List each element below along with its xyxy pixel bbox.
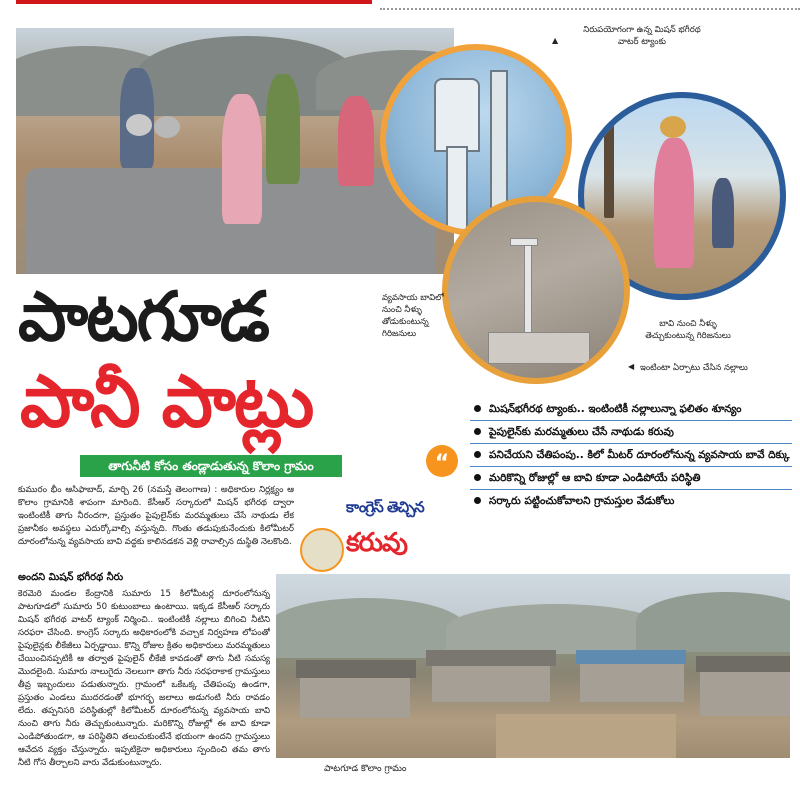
headline-line2: పానీ పాట్లు [20, 359, 313, 443]
list-item: మరికొన్ని రోజుల్లో ఆ బావి కూడా ఎండిపోయే పరిస్థితి [470, 467, 792, 490]
tree-trunk [604, 98, 614, 218]
bullet-icon [474, 451, 481, 458]
list-item: మిషన్‌భగీరథ ట్యాంకు.. ఇంటింటికీ నల్లాలున్నా ఫలితం శూన్యం [470, 398, 792, 421]
pot-shape [126, 114, 152, 136]
body-subheading: అందని మిషన్ భగీరథ నీరు [18, 572, 124, 583]
tank-caption: నిరుపయోగంగా ఉన్న మిషన్ భగీరథ వాటర్ ట్యాంకు [583, 25, 701, 47]
person-figure [654, 138, 694, 268]
bullet-icon [474, 428, 481, 435]
body-paragraph-2: కెరమెరి మండల కేంద్రానికి సుమారు 15 కిలోమీటర్ల దూరంలోనున్న పాటగూడలో సుమారు 50 కుటుంబాలు ఉంటాయి. ఇక్కడ కేసీఆర్ సర్కారు మిషన్ భగీరథ వాటర్ ట్యాంక్ నిర్మించి.. ఇంటింటికీ నల్లాలు బిగించి నీటిని సరఫరా చేసింది. కాంగ్రెస్ సర్కారు అధికారంలోకి వచ్చాక నిర్వహణ లోపంతో పైపులైన్లకు లీకేజీలు ఏర్పడ్డాయి. కొన్ని రోజుల క్రితం అధికారులు మరమ్మతులు చేయించినప్పటికీ ఆ తర్వాత పైపులైన్ లీకేజీ కావడంతో తాగు నీటి సమస్య మొదలైంది. సుమారు నాలుగైదు నెలలుగా తాగు నీరు సరఫరాకాక గ్రామస్తులు తీవ్ర ఇబ్బందులు పడుతున్నారు. గ్రామంలో ఒకేఒక్క చేతిపంపు ఉండగా, ప్రస్తుతం ఎండలు ముదరడంతో భూగర్భ జలాలు అడుగంటి నీరు రావడం లేదు. తప్పనిసరి పరిస్థితుల్లో కిలోమీటర్ దూరంలోనున్న వ్యవసాయ బావి నుంచి తాగు నీరు తెచ్చుకుంటున్నారు. మరికొన్ని రోజుల్లో ఈ బావి కూడా ఎండిపోతుండగా, ఆ పరిస్థితిని తలుచుకుంటేనే భయంగా ఉందని గ్రామస్తులు ఆవేదన వ్యక్తం చేస్తున్నారు. ఇప్పటికైనా అధికారులు స్పందించి తమ తాగు నీటి గోస తీర్చాలని వారు వేడుకుంటున్నారు. [18, 589, 270, 768]
tap-photo-circle [442, 196, 630, 384]
hill-shape [636, 592, 790, 652]
person-figure [712, 178, 734, 248]
leader-portrait-icon [300, 528, 344, 572]
tank-column [446, 146, 468, 236]
logo-line1: కాంగ్రెస్ తెచ్చిన [346, 498, 424, 516]
list-item: పనిచేయని చేతిపంపు.. కిలో మీటర్ దూరంలోనున్న వ్యవసాయ బావే దిక్కు [470, 444, 792, 467]
person-figure [222, 94, 262, 224]
congress-drought-logo [296, 494, 476, 574]
top-red-rule [16, 0, 372, 4]
hut-roof [696, 656, 790, 672]
bullet-icon [474, 474, 481, 481]
body-paragraph-1: కుమురం భీం ఆసిఫాబాద్, మార్చి 26 (నమస్తే తెలంగాణ) : అధికారుల నిర్లక్ష్యం ఆ కొలాం గ్రామానికి శాపంగా మారింది. కేసీఆర్ సర్కారులో మిషన్ భగీరథ ద్వారా ఇంటింటికీ తాగు నీరందగా, ప్రస్తుతం పైపులైన్‌కు మరమ్మతులు చేసే నాథుడు లేక ప్రజానీకం అవస్థలు ఎదుర్కోవాల్సి వస్తున్నది. గొంతు తడుపుకునేందుకు కిలోమీటర్ దూరంలోనున్న వ్యవసాయ బావి వద్దకు కాలినడకన వెళ్లి రావాల్సిన దుస్థితి నెలకొంది. [18, 485, 294, 547]
hut-wall [300, 678, 410, 718]
list-item: సర్కారు పట్టించుకోవాలని గ్రామస్తుల వేడుకోలు [470, 490, 792, 512]
highlights-list [470, 398, 792, 512]
hut-wall [700, 672, 790, 716]
pot-shape [660, 116, 686, 138]
headline-subtitle: తాగునీటి కోసం తండ్లాడుతున్న కొలాం గ్రామం [80, 455, 342, 477]
tank-shape [434, 78, 480, 152]
person-figure [266, 74, 300, 184]
hill-shape [446, 604, 666, 654]
well-water-caption: బావి నుంచి నీళ్ళు తెచ్చుకుంటున్న గిరిజనులు [645, 319, 731, 341]
tap-base [488, 332, 590, 364]
hut-roof [426, 650, 556, 666]
tap-head [510, 238, 538, 246]
bullet-icon [474, 405, 481, 412]
village-photo [276, 574, 790, 758]
headline-line1: పాటగూడ [18, 278, 268, 357]
hut-wall [580, 664, 684, 702]
pot-shape [154, 116, 180, 138]
agri-well-caption: వ్యవసాయ బావిలో నుంచి నీళ్ళు తోడుకుంటున్న గిరిజనులు [382, 293, 444, 339]
caption-arrow-icon: ▲ [552, 36, 559, 45]
village-caption: పాటగూడ కొలాం గ్రామం [324, 764, 407, 774]
logo-line2: కరువు [346, 528, 407, 558]
hut-wall [432, 666, 550, 702]
top-dotted-rule [380, 8, 800, 10]
person-figure [338, 96, 374, 186]
taps-caption: ఇంటింటా ఏర్పాటు చేసిన నల్లాలు [640, 363, 748, 373]
village-path [496, 714, 676, 758]
hut-roof [296, 660, 416, 678]
quote-icon: “ [426, 445, 458, 477]
caption-arrow-icon: ◀ [628, 362, 635, 371]
hill-shape [276, 598, 466, 658]
hut-roof [576, 650, 686, 664]
list-item: పైపులైన్‌కు మరమ్మతులు చేసే నాథుడు కరువు [470, 421, 792, 444]
